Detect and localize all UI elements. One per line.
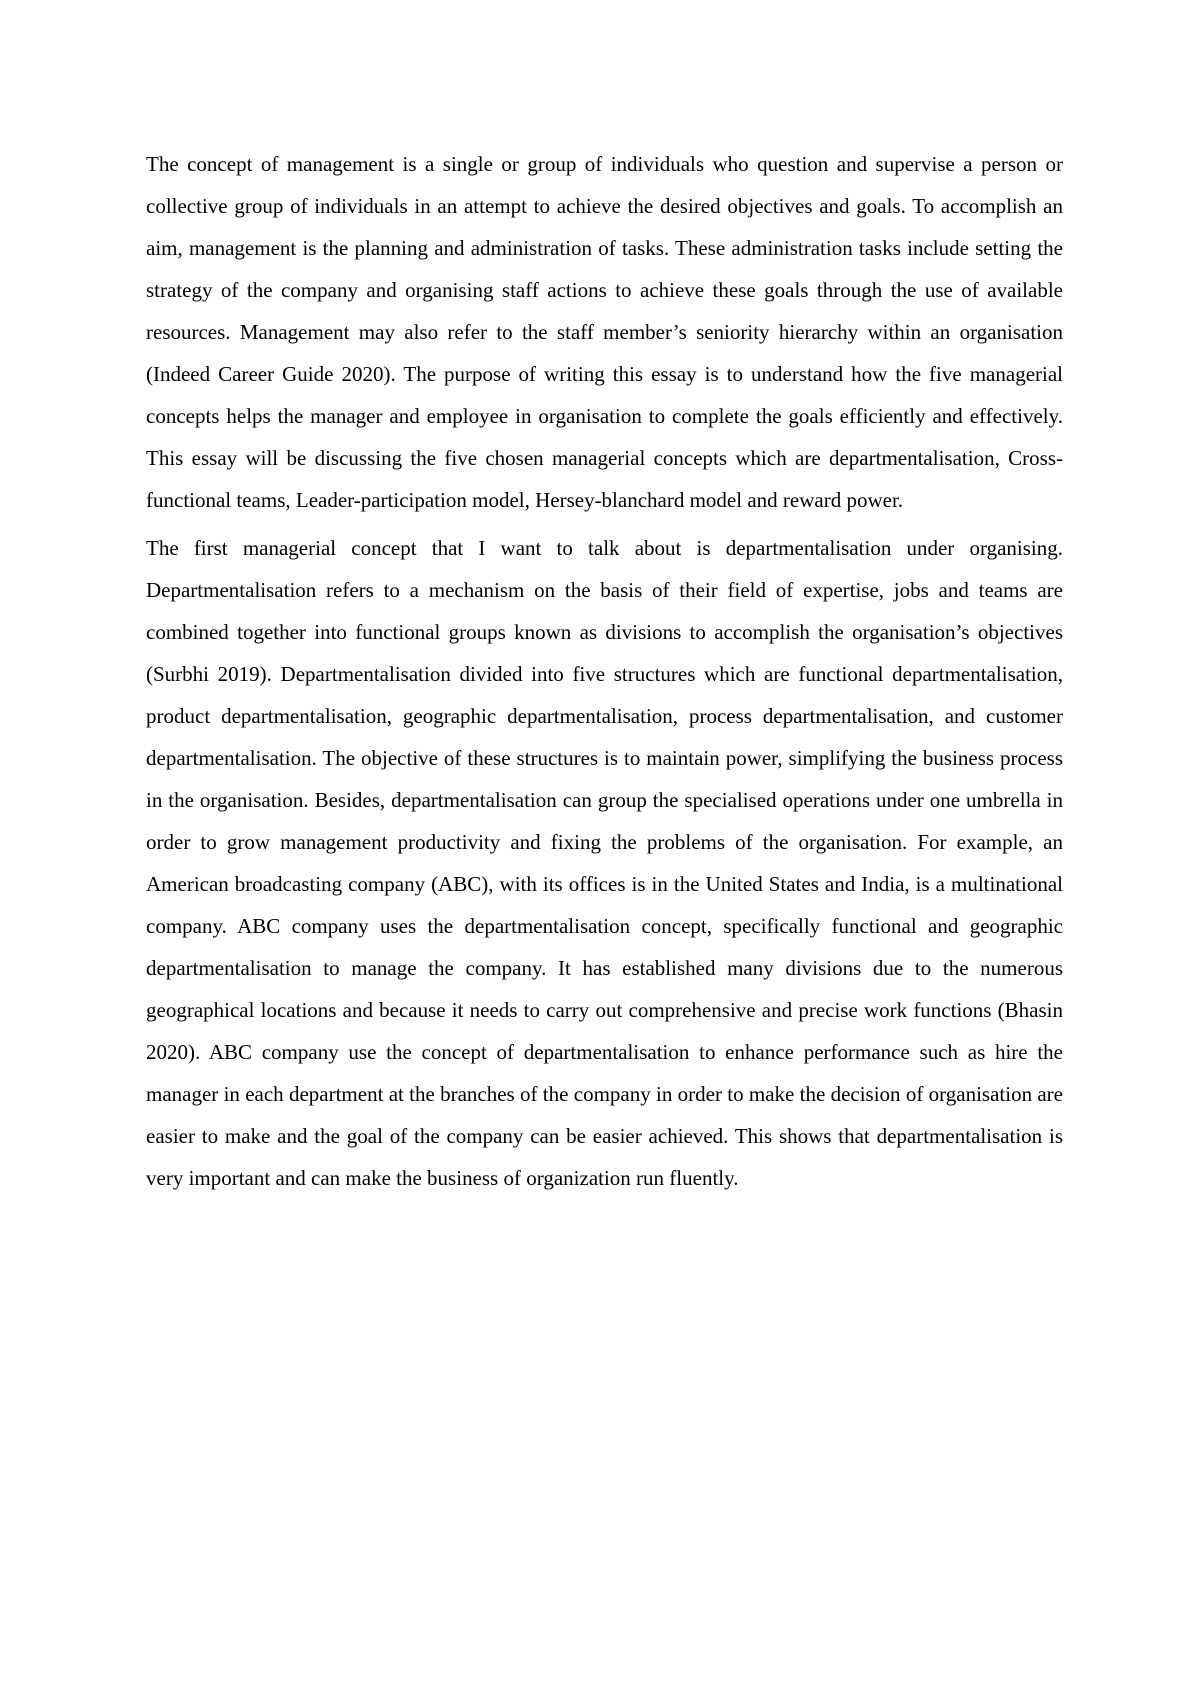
essay-body [146,143,1063,1199]
paragraph-departmentalisation: The first managerial concept that I want to talk about is departmentalisation under organising. Departmentalisation refers to a mechanism on the basis of their field of expertise, jobs and teams are combined together into functional groups known as divisions to accomplish the organisation’s objectives (Surbhi 2019). Departmentalisation divided into five structures which are functional departmentalisation, product departmentalisation, geographic departmentalisation, process departmentalisation, and customer departmentalisation. The objective of these structures is to maintain power, simplifying the business process in the organisation. Besides, departmentalisation can group the specialised operations under one umbrella in order to grow management productivity and fixing the problems of the organisation. For example, an American broadcasting company (ABC), with its offices is in the United States and India, is a multinational company. ABC company uses the departmentalisation concept, specifically functional and geographic departmentalisation to manage the company. It has established many divisions due to the numerous geographical locations and because it needs to carry out comprehensive and precise work functions (Bhasin 2020). ABC company use the concept of departmentalisation to enhance performance such as hire the manager in each department at the branches of the company in order to make the decision of organisation are easier to make and the goal of the company can be easier achieved. This shows that departmentalisation is very important and can make the business of organization run fluently. [146,536,1063,1190]
paragraph-introduction: The concept of management is a single or group of individuals who question and supervise a person or collective group of individuals in an attempt to achieve the desired objectives and goals. To accomplish an aim, management is the planning and administration of tasks. These administration tasks include setting the strategy of the company and organising staff actions to achieve these goals through the use of available resources. Management may also refer to the staff member’s seniority hierarchy within an organisation (Indeed Career Guide 2020). The purpose of writing this essay is to understand how the five managerial concepts helps the manager and employee in organisation to complete the goals efficiently and effectively. This essay will be discussing the five chosen managerial concepts which are departmentalisation, Cross-functional teams, Leader-participation model, Hersey-blanchard model and reward power. [146,152,1063,512]
